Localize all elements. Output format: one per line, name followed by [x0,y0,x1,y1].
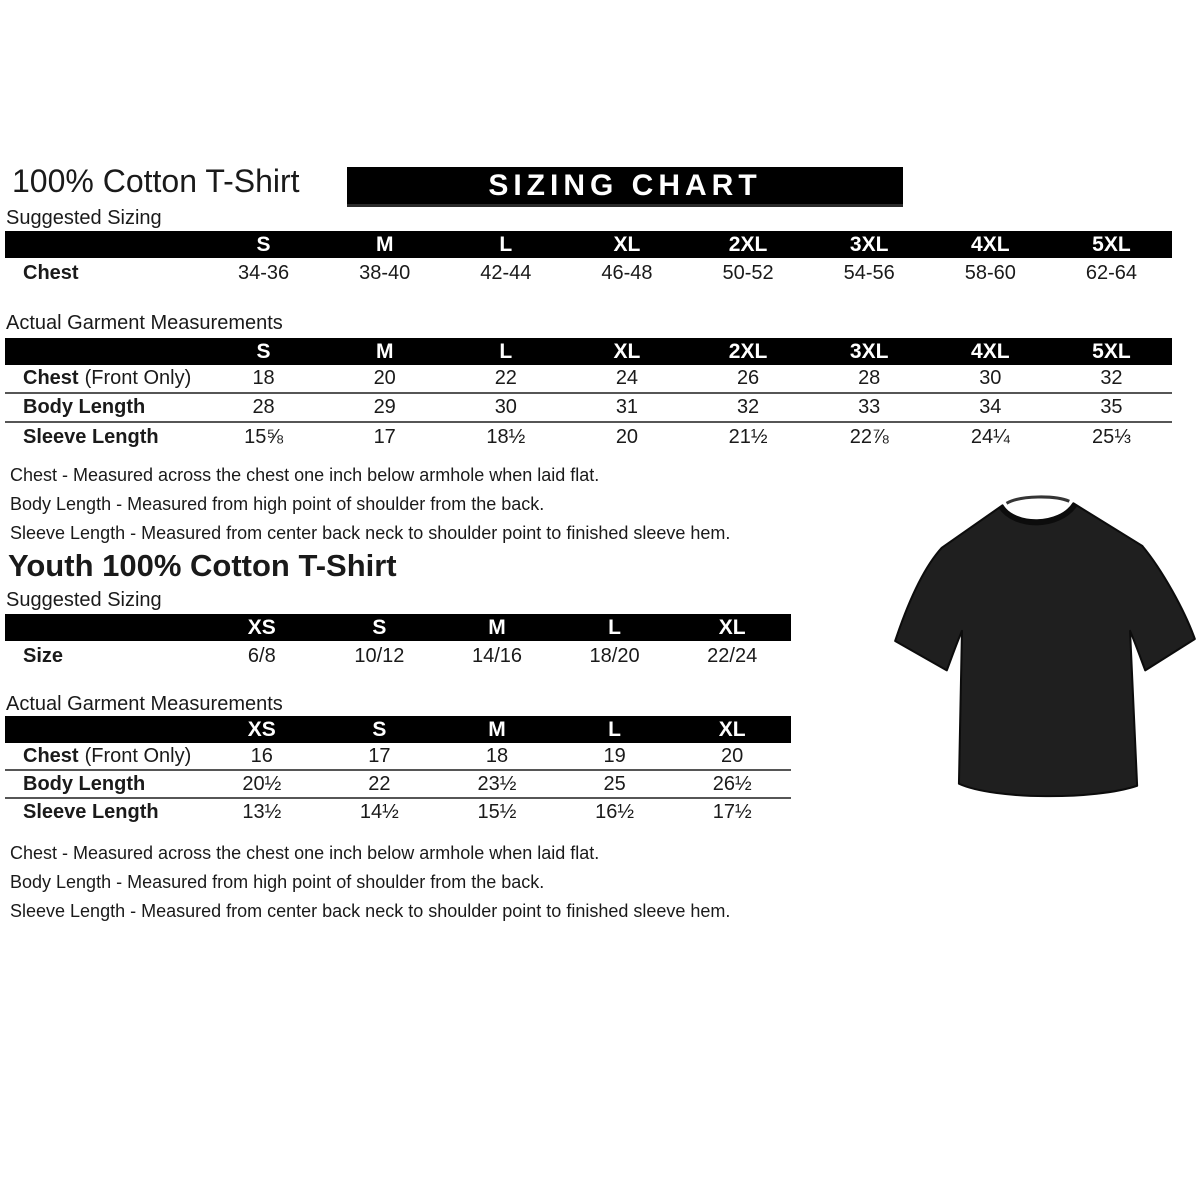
row-label: Chest [23,367,79,389]
cell: 10/12 [354,644,405,667]
column-header: 4XL [971,232,1010,256]
cell: 16 [250,744,273,767]
cell: 35 [1100,396,1123,418]
note-line: Sleeve Length - Measured from center back neck to shoulder point to finished sleeve hem. [10,901,731,921]
column-header: XL [613,339,641,363]
cell: 42-44 [480,262,532,284]
cell: 30 [979,367,1002,389]
column-header: 2XL [728,339,768,363]
note-line: Body Length - Measured from high point of shoulder from the back. [10,494,545,514]
cell: 32 [736,396,760,418]
adult-suggested-sizing-label: Suggested Sizing [6,207,162,229]
youth-measurement-notes [10,839,730,926]
cell: 17 [373,425,396,448]
cell: 22/24 [707,644,758,667]
cell: 28 [858,367,881,389]
row-label-suffix: (Front Only) [84,367,192,389]
cell: 17½ [712,801,752,823]
cell: 46-48 [601,262,653,284]
column-header: L [608,717,621,741]
cell: 25 [603,772,626,795]
cell: 26½ [712,772,752,795]
row-label: Body Length [23,772,146,795]
column-header: M [488,615,506,639]
column-header: 4XL [971,339,1010,363]
cell: 19 [603,744,626,767]
cell: 30 [494,396,517,418]
table-row [5,743,791,771]
cell: 24 [615,367,639,389]
column-header: L [499,232,513,256]
table-header-row [5,231,1172,258]
cell: 29 [373,396,396,418]
row-label: Body Length [23,396,146,418]
cell: 28 [252,396,275,418]
cell: 50-52 [722,262,774,284]
row-label: Sleeve Length [23,801,159,823]
cell: 58-60 [964,262,1016,284]
column-header: S [256,232,271,256]
cell: 22⅞ [849,425,889,448]
row-label: Chest [23,262,79,284]
column-header: 5XL [1092,339,1131,363]
column-header: XS [247,717,276,741]
table-header-row [5,338,1172,365]
youth-actual-measurements-table [5,716,791,826]
cell: 22 [494,367,517,389]
table-row [5,365,1172,394]
youth-section-title: Youth 100% Cotton T-Shirt [8,548,397,583]
column-header: 3XL [849,232,889,256]
cell: 18 [485,744,509,767]
note-line: Chest - Measured across the chest one inch below armhole when laid flat. [10,843,600,863]
sizing-chart-banner-text: SIZING CHART [488,168,762,202]
cell: 34-36 [237,262,290,284]
row-label-suffix: (Front Only) [84,744,192,767]
adult-actual-measurements-label: Actual Garment Measurements [6,312,283,334]
cell: 13½ [242,801,282,823]
column-header: 2XL [728,232,768,256]
cell: 22 [368,772,391,795]
table-row [5,258,1172,289]
column-header: L [608,615,621,639]
column-header: M [375,232,394,256]
adult-suggested-sizing-table [5,231,1172,289]
note-line: Body Length - Measured from high point of shoulder from the back. [10,872,545,892]
table-row [5,799,791,826]
adult-measurement-notes [10,461,730,548]
cell: 23½ [477,772,517,795]
cell: 31 [615,396,639,418]
table-header-row [5,614,791,641]
page-title: 100% Cotton T-Shirt [12,163,300,199]
cell: 26 [736,367,760,389]
column-header: XL [718,615,746,639]
cell: 33 [858,396,881,418]
table-row [5,423,1172,451]
cell: 34 [979,396,1002,418]
cell: 18½ [486,425,526,448]
table-row [5,641,791,671]
tshirt-image [893,479,1197,805]
column-header: XL [613,232,641,256]
column-header: 5XL [1092,232,1131,256]
sizing-chart-banner [347,167,903,207]
cell: 20 [373,367,396,389]
youth-suggested-sizing-label: Suggested Sizing [6,589,162,611]
column-header: S [372,615,387,639]
column-header: 3XL [849,339,889,363]
cell: 15½ [477,801,517,823]
tshirt-collar-back-shape [1007,497,1070,503]
row-label: Chest [23,744,79,767]
tshirt-body-shape [895,503,1195,796]
cell: 21½ [728,425,768,448]
cell: 6/8 [247,644,276,667]
adult-actual-measurements-table [5,338,1172,451]
cell: 38-40 [359,262,411,284]
table-row [5,394,1172,423]
column-header: S [372,717,387,741]
column-header: M [375,339,394,363]
cell: 15⅝ [244,425,284,448]
cell: 18 [252,367,275,389]
cell: 18/20 [589,644,640,667]
youth-suggested-sizing-table [5,614,791,671]
cell: 32 [1100,367,1123,389]
cell: 20 [615,425,639,448]
cell: 17 [368,744,391,767]
column-header: XL [718,717,746,741]
note-line: Sleeve Length - Measured from center back neck to shoulder point to finished sleeve hem. [10,523,731,543]
note-line: Chest - Measured across the chest one inch below armhole when laid flat. [10,465,600,485]
row-label: Size [23,644,64,667]
column-header: L [499,339,513,363]
table-row [5,771,791,799]
cell: 24¼ [970,425,1010,448]
column-header: M [488,717,506,741]
column-header: S [256,339,271,363]
column-header: XS [247,615,276,639]
cell: 20½ [242,772,282,795]
cell: 62-64 [1085,262,1138,284]
cell: 25⅓ [1091,425,1131,448]
youth-actual-measurements-label: Actual Garment Measurements [6,693,283,715]
cell: 14/16 [471,644,523,667]
cell: 14½ [359,801,399,823]
cell: 16½ [595,801,635,823]
cell: 20 [721,744,744,767]
cell: 54-56 [843,262,895,284]
table-header-row [5,716,791,743]
row-label: Sleeve Length [23,425,159,448]
